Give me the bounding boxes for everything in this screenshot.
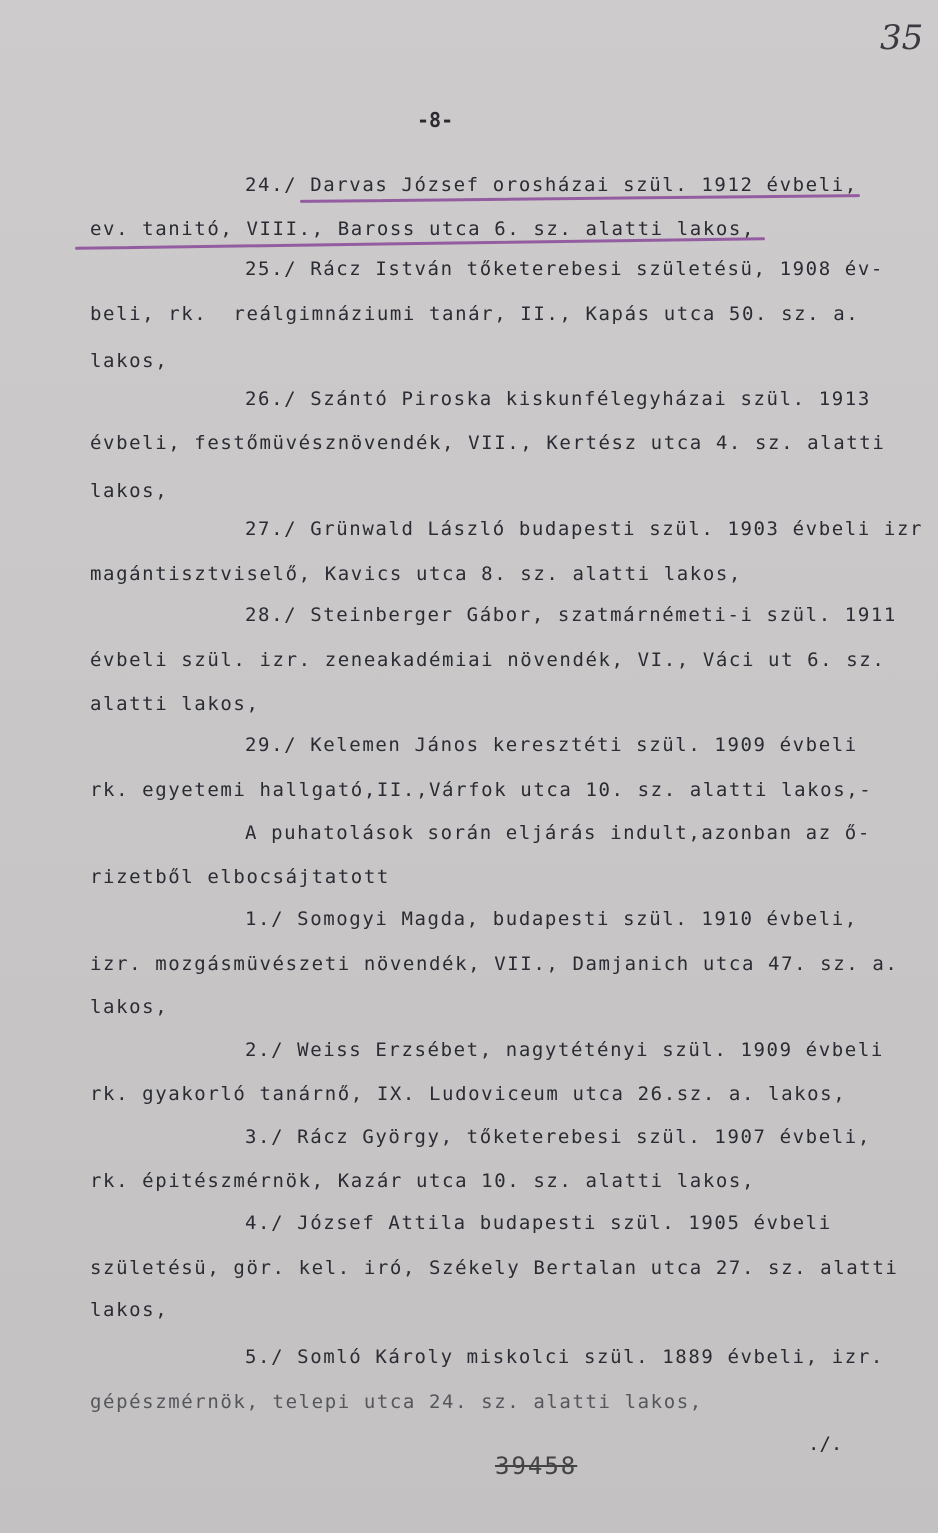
text-line: A puhatolások során eljárás indult,azonban az ő- (245, 822, 871, 844)
archive-number: 39458 (495, 1452, 578, 1480)
text-line: 1./ Somogyi Magda, budapesti szül. 1910 évbeli, (245, 908, 858, 930)
text-line: lakos, (90, 1299, 169, 1321)
text-line: 29./ Kelemen János keresztéti szül. 1909 évbeli (245, 734, 858, 756)
text-line: gépészmérnök, telepi utca 24. sz. alatti lakos, (90, 1391, 703, 1413)
text-line: izr. mozgásmüvészeti növendék, VII., Damjanich utca 47. sz. a. (90, 953, 899, 975)
corner-page-number: 35 (880, 18, 924, 58)
text-line: 3./ Rácz György, tőketerebesi szül. 1907 évbeli, (245, 1126, 871, 1148)
text-line: rk. épitészmérnök, Kazár utca 10. sz. alatti lakos, (90, 1170, 755, 1192)
text-line: ev. tanitó, VIII., Baross utca 6. sz. alatti lakos, (90, 218, 755, 240)
text-line: 26./ Szántó Piroska kiskunfélegyházai szül. 1913 (245, 388, 871, 410)
continuation-mark: ./. (808, 1433, 843, 1455)
text-line: 24./ Darvas József orosházai szül. 1912 évbeli, (245, 174, 858, 196)
text-line: 25./ Rácz István tőketerebesi születésü, 1908 év- (245, 258, 884, 280)
text-line: 27./ Grünwald László budapesti szül. 1903 évbeli izr (245, 518, 924, 540)
page-number: -8- (417, 108, 454, 132)
text-line: 2./ Weiss Erzsébet, nagytétényi szül. 1909 évbeli (245, 1039, 884, 1061)
text-line: 4./ József Attila budapesti szül. 1905 évbeli (245, 1212, 832, 1234)
text-line: lakos, (90, 350, 169, 372)
text-line: alatti lakos, (90, 693, 260, 715)
text-line: lakos, (90, 996, 169, 1018)
text-line: évbeli szül. izr. zeneakadémiai növendék, VI., Váci ut 6. sz. (90, 649, 886, 671)
text-line: rk. gyakorló tanárnő, IX. Ludoviceum utca 26.sz. a. lakos, (90, 1083, 847, 1105)
text-line: lakos, (90, 480, 169, 502)
text-line: 28./ Steinberger Gábor, szatmárnémeti-i szül. 1911 (245, 604, 897, 626)
text-line: magántisztviselő, Kavics utca 8. sz. alatti lakos, (90, 563, 742, 585)
text-line: születésü, gör. kel. iró, Székely Bertalan utca 27. sz. alatti (90, 1257, 899, 1279)
text-line: 5./ Somló Károly miskolci szül. 1889 évbeli, izr. (245, 1346, 884, 1368)
text-line: évbeli, festőmüvésznövendék, VII., Kertész utca 4. sz. alatti (90, 432, 886, 454)
text-line: rizetből elbocsájtatott (90, 866, 390, 888)
text-line: rk. egyetemi hallgató,II.,Várfok utca 10. sz. alatti lakos,- (90, 779, 873, 801)
text-line: beli, rk. reálgimnáziumi tanár, II., Kapás utca 50. sz. a. (90, 303, 860, 325)
